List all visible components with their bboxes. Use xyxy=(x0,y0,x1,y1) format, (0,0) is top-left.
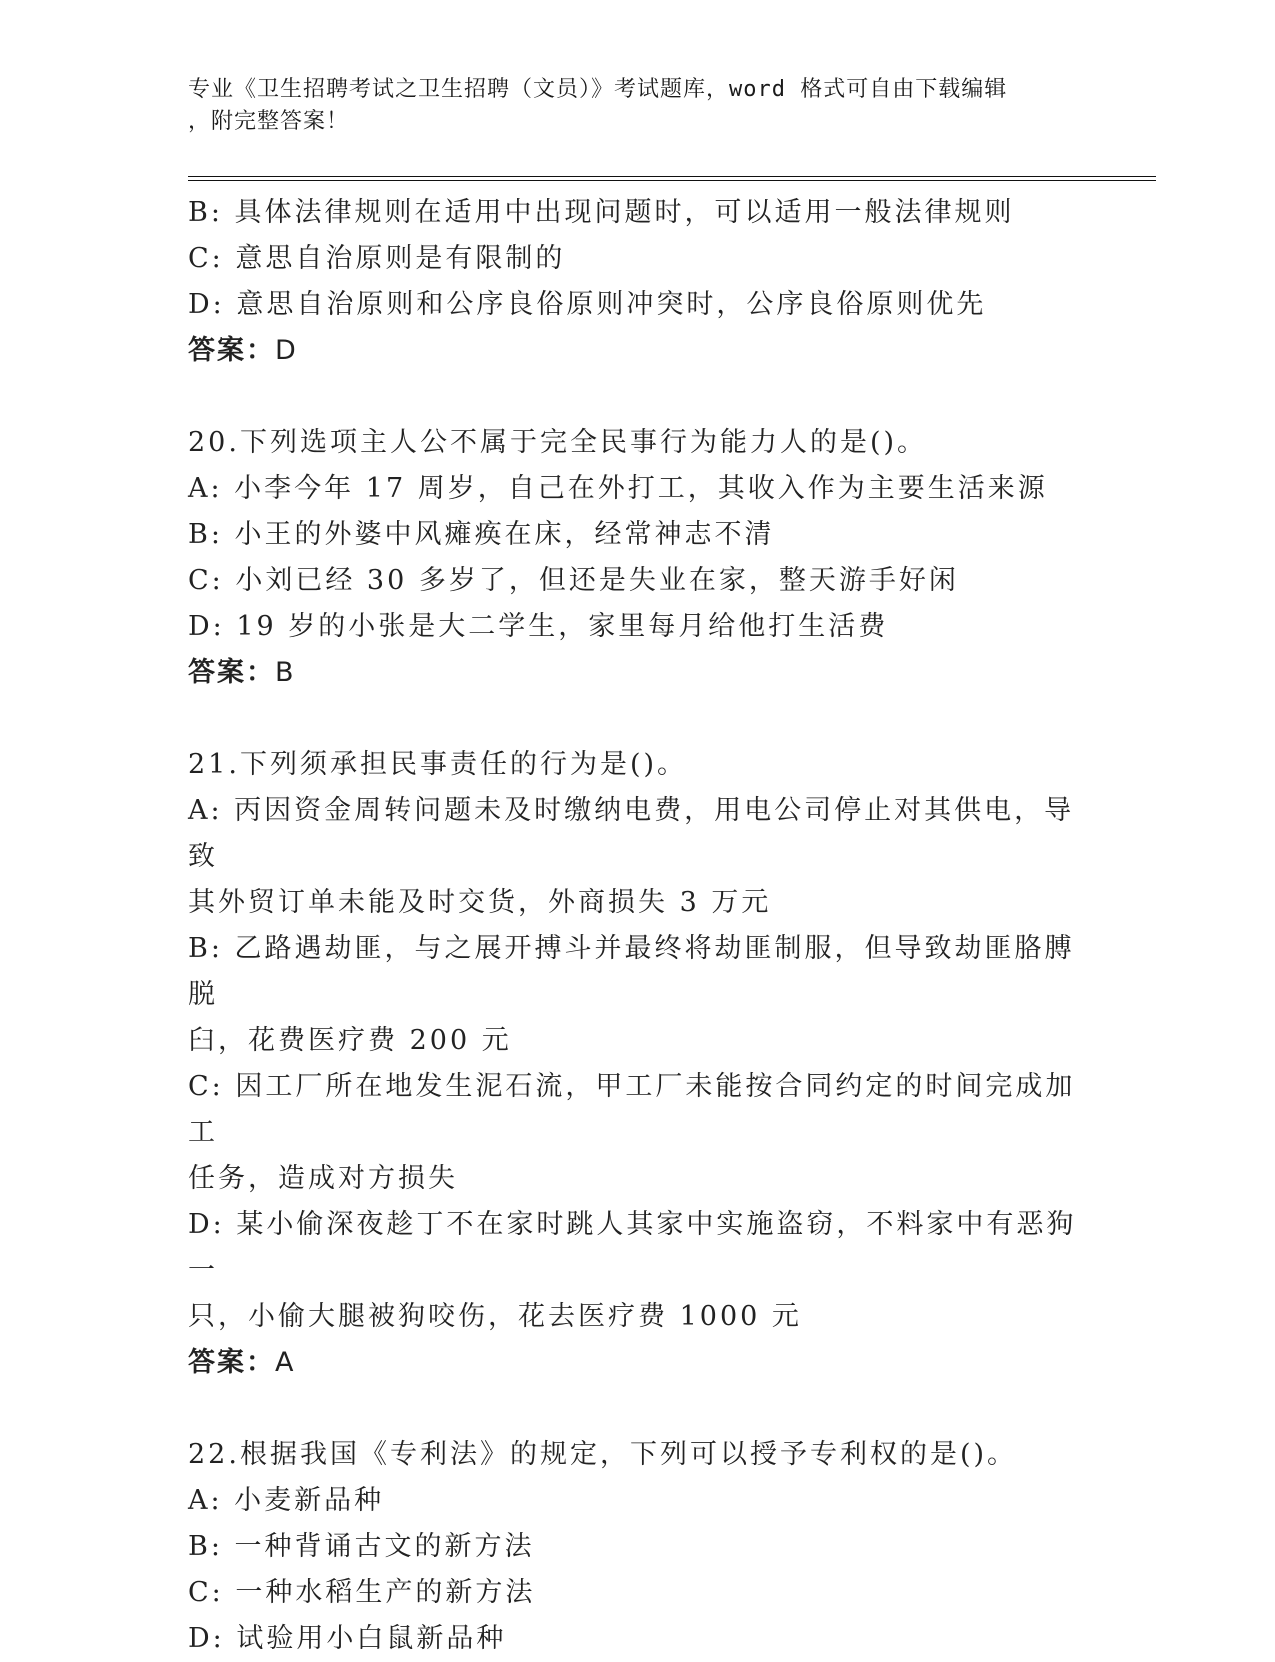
page-header xyxy=(188,74,1068,138)
option-d: D: 某小偷深夜趁丁不在家时跳人其家中实施盗窃，不料家中有恶狗一 xyxy=(188,1209,1077,1286)
question-21 xyxy=(188,742,1088,1386)
header-line-2: ，附完整答案！ xyxy=(188,109,350,134)
option-c: C: 因工厂所在地发生泥石流，甲工厂未能按合同约定的时间完成加工 xyxy=(188,1071,1076,1148)
option-c: C: 意思自治原则是有限制的 xyxy=(188,243,566,274)
question-stem: 21.下列须承担民事责任的行为是()。 xyxy=(188,749,688,780)
option-b: B: 小王的外婆中风瘫痪在床，经常神志不清 xyxy=(188,519,775,550)
question-stem: 22.根据我国《专利法》的规定，下列可以授予专利权的是()。 xyxy=(188,1439,1018,1470)
answer-value: D xyxy=(275,335,298,366)
option-b: B: 具体法律规则在适用中出现问题时，可以适用一般法律规则 xyxy=(188,197,1015,228)
option-d-continued: 只，小偷大腿被狗咬伤，花去医疗费 1000 元 xyxy=(188,1301,802,1332)
option-a-continued: 其外贸订单未能及时交货，外商损失 3 万元 xyxy=(188,887,772,918)
question-continued xyxy=(188,190,1088,374)
question-22 xyxy=(188,1432,1088,1662)
question-content xyxy=(188,190,1088,1662)
option-c: C: 小刘已经 30 多岁了，但还是失业在家，整天游手好闲 xyxy=(188,565,959,596)
option-a: A: 小李今年 17 周岁，自己在外打工，其收入作为主要生活来源 xyxy=(188,473,1048,504)
option-c: C: 一种水稻生产的新方法 xyxy=(188,1577,536,1608)
option-b: B: 一种背诵古文的新方法 xyxy=(188,1531,535,1562)
answer-line xyxy=(188,650,1088,696)
answer-line xyxy=(188,1340,1088,1386)
option-d: D: 试验用小白鼠新品种 xyxy=(188,1623,507,1654)
option-b-continued: 臼，花费医疗费 200 元 xyxy=(188,1025,512,1056)
option-a: A: 小麦新品种 xyxy=(188,1485,385,1516)
answer-label: 答案： xyxy=(188,335,275,366)
header-divider xyxy=(188,176,1156,181)
answer-label: 答案： xyxy=(188,1347,275,1378)
question-20 xyxy=(188,420,1088,696)
answer-value: A xyxy=(275,1347,296,1378)
answer-label: 答案： xyxy=(188,657,275,688)
option-d: D: 19 岁的小张是大二学生，家里每月给他打生活费 xyxy=(188,611,889,642)
question-stem: 20.下列选项主人公不属于完全民事行为能力人的是()。 xyxy=(188,427,928,458)
answer-value: B xyxy=(275,657,296,688)
answer-line xyxy=(188,328,1088,374)
option-d: D: 意思自治原则和公序良俗原则冲突时，公序良俗原则优先 xyxy=(188,289,987,320)
option-c-continued: 任务，造成对方损失 xyxy=(188,1163,458,1194)
header-line-1: 专业《卫生招聘考试之卫生招聘（文员）》考试题库，word 格式可自由下载编辑 xyxy=(188,77,1008,102)
option-a: A: 丙因资金周转问题未及时缴纳电费，用电公司停止对其供电，导致 xyxy=(188,795,1075,872)
option-b: B: 乙路遇劫匪，与之展开搏斗并最终将劫匪制服，但导致劫匪胳膊脱 xyxy=(188,933,1075,1010)
